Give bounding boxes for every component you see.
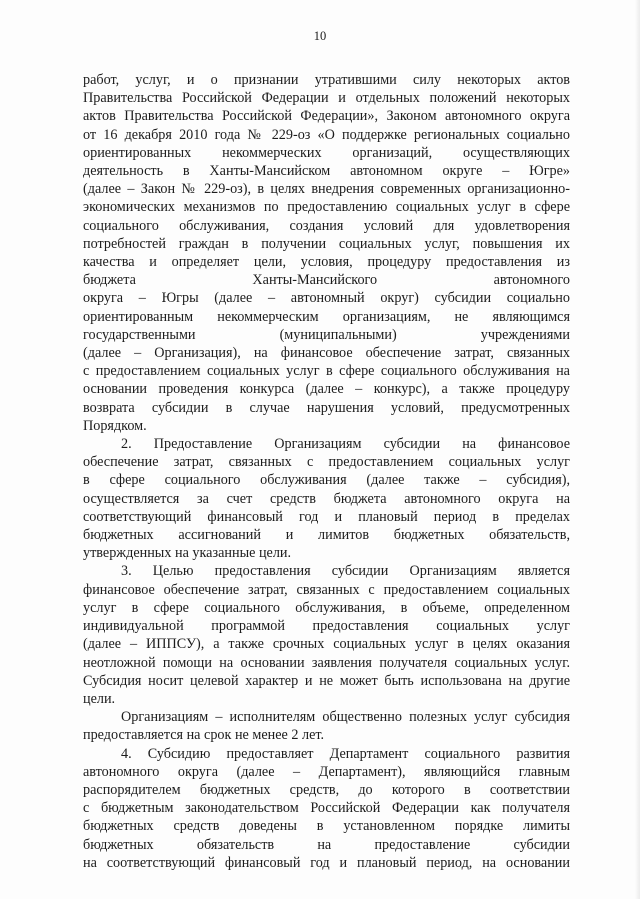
text-line: с предоставлением социальных услуг в сфере социального обслуживания на <box>83 363 570 380</box>
text-line: Организациям – исполнителям общественно полезных услуг субсидия <box>121 709 570 726</box>
text-line: 4. Субсидию предоставляет Департамент социального развития <box>121 745 570 762</box>
text-line: 3. Целью предоставления субсидии Организациям является <box>121 563 570 580</box>
text-line: округа – Югры (далее – автономный округ) субсидии социально <box>83 290 570 307</box>
text-line: предоставляется на срок не менее 2 лет. <box>83 727 325 744</box>
text-line: финансовое обеспечение затрат, связанных с предоставлением социальных <box>83 581 570 598</box>
text-line: возврата субсидии в случае нарушения условий, предусмотренных <box>83 399 570 416</box>
text-line: индивидуальной программой предоставления социальных услуг <box>83 618 570 635</box>
scan-edge-shadow <box>635 0 640 899</box>
text-line: качества и определяет цели, условия, процедуру предоставления из <box>83 254 570 271</box>
text-line: соответствующий финансовый год и плановый период в пределах <box>83 508 570 525</box>
document-body <box>83 71 570 872</box>
text-line: (далее – ИППСУ), а также срочных социальных услуг в целях оказания <box>83 636 570 653</box>
text-line: бюджета Ханты-Мансийского автономного <box>83 272 570 289</box>
text-line: государственными (муниципальными) учреждениями <box>83 326 570 343</box>
text-line: Субсидия носит целевой характер и не может быть использована на другие <box>83 672 570 689</box>
text-line: бюджетных ассигнований и лимитов бюджетных обязательств, <box>83 527 570 544</box>
text-line: потребностей граждан в получении социальных услуг, повышения их <box>83 235 570 252</box>
text-line: социального обслуживания, создания условий для удовлетворения <box>83 217 570 234</box>
page-number: 10 <box>313 29 327 43</box>
text-line: 2. Предоставление Организациям субсидии на финансовое <box>121 436 570 453</box>
text-line: ориентированных некоммерческих организаций, осуществляющих <box>83 144 570 161</box>
text-line: бюджетных обязательств на предоставление субсидии <box>83 836 570 853</box>
text-line: осуществляется за счет средств бюджета автономного округа на <box>83 490 570 507</box>
text-line: Правительства Российской Федерации и отдельных положений некоторых <box>83 90 570 107</box>
text-line: Порядком. <box>83 417 147 434</box>
text-line: (далее – Закон № 229-оз), в целях внедрения современных организационно- <box>83 181 570 198</box>
text-line: автономного округа (далее – Департамент), являющийся главным <box>83 763 570 780</box>
text-line: утвержденных на указанные цели. <box>83 545 292 562</box>
text-line: услуг в сфере социального обслуживания, в объеме, определенном <box>83 599 570 616</box>
text-line: на соответствующий финансовый год и плановый период, на основании <box>83 854 570 871</box>
text-line: в сфере социального обслуживания (далее также – субсидия), <box>83 472 570 489</box>
text-line: деятельность в Ханты-Мансийском автономном округе – Югре» <box>83 163 570 180</box>
text-line: с бюджетным законодательством Российской Федерации как получателя <box>83 800 570 817</box>
text-line: работ, услуг, и о признании утратившими силу некоторых актов <box>83 72 570 88</box>
text-line: бюджетных средств доведены в установленном порядке лимиты <box>83 818 570 835</box>
text-line: обеспечение затрат, связанных с предоставлением социальных услуг <box>83 454 570 471</box>
text-line: экономических механизмов по предоставлению социальных услуг в сфере <box>83 199 570 216</box>
text-line: цели. <box>83 690 116 707</box>
text-line: ориентированным некоммерческим организациям, не являющимся <box>83 308 570 325</box>
text-line: распорядителем бюджетных средств, до которого в соответствии <box>83 781 570 798</box>
text-line: актов Правительства Российской Федерации», Законом автономного округа <box>83 108 570 125</box>
text-line: неотложной помощи на основании заявления получателя социальных услуг. <box>83 654 570 671</box>
text-line: от 16 декабря 2010 года № 229-оз «О поддержке региональных социально <box>83 126 570 143</box>
text-line: основании проведения конкурса (далее – конкурс), а также процедуру <box>83 381 570 398</box>
text-line: (далее – Организация), на финансовое обеспечение затрат, связанных <box>83 345 570 362</box>
